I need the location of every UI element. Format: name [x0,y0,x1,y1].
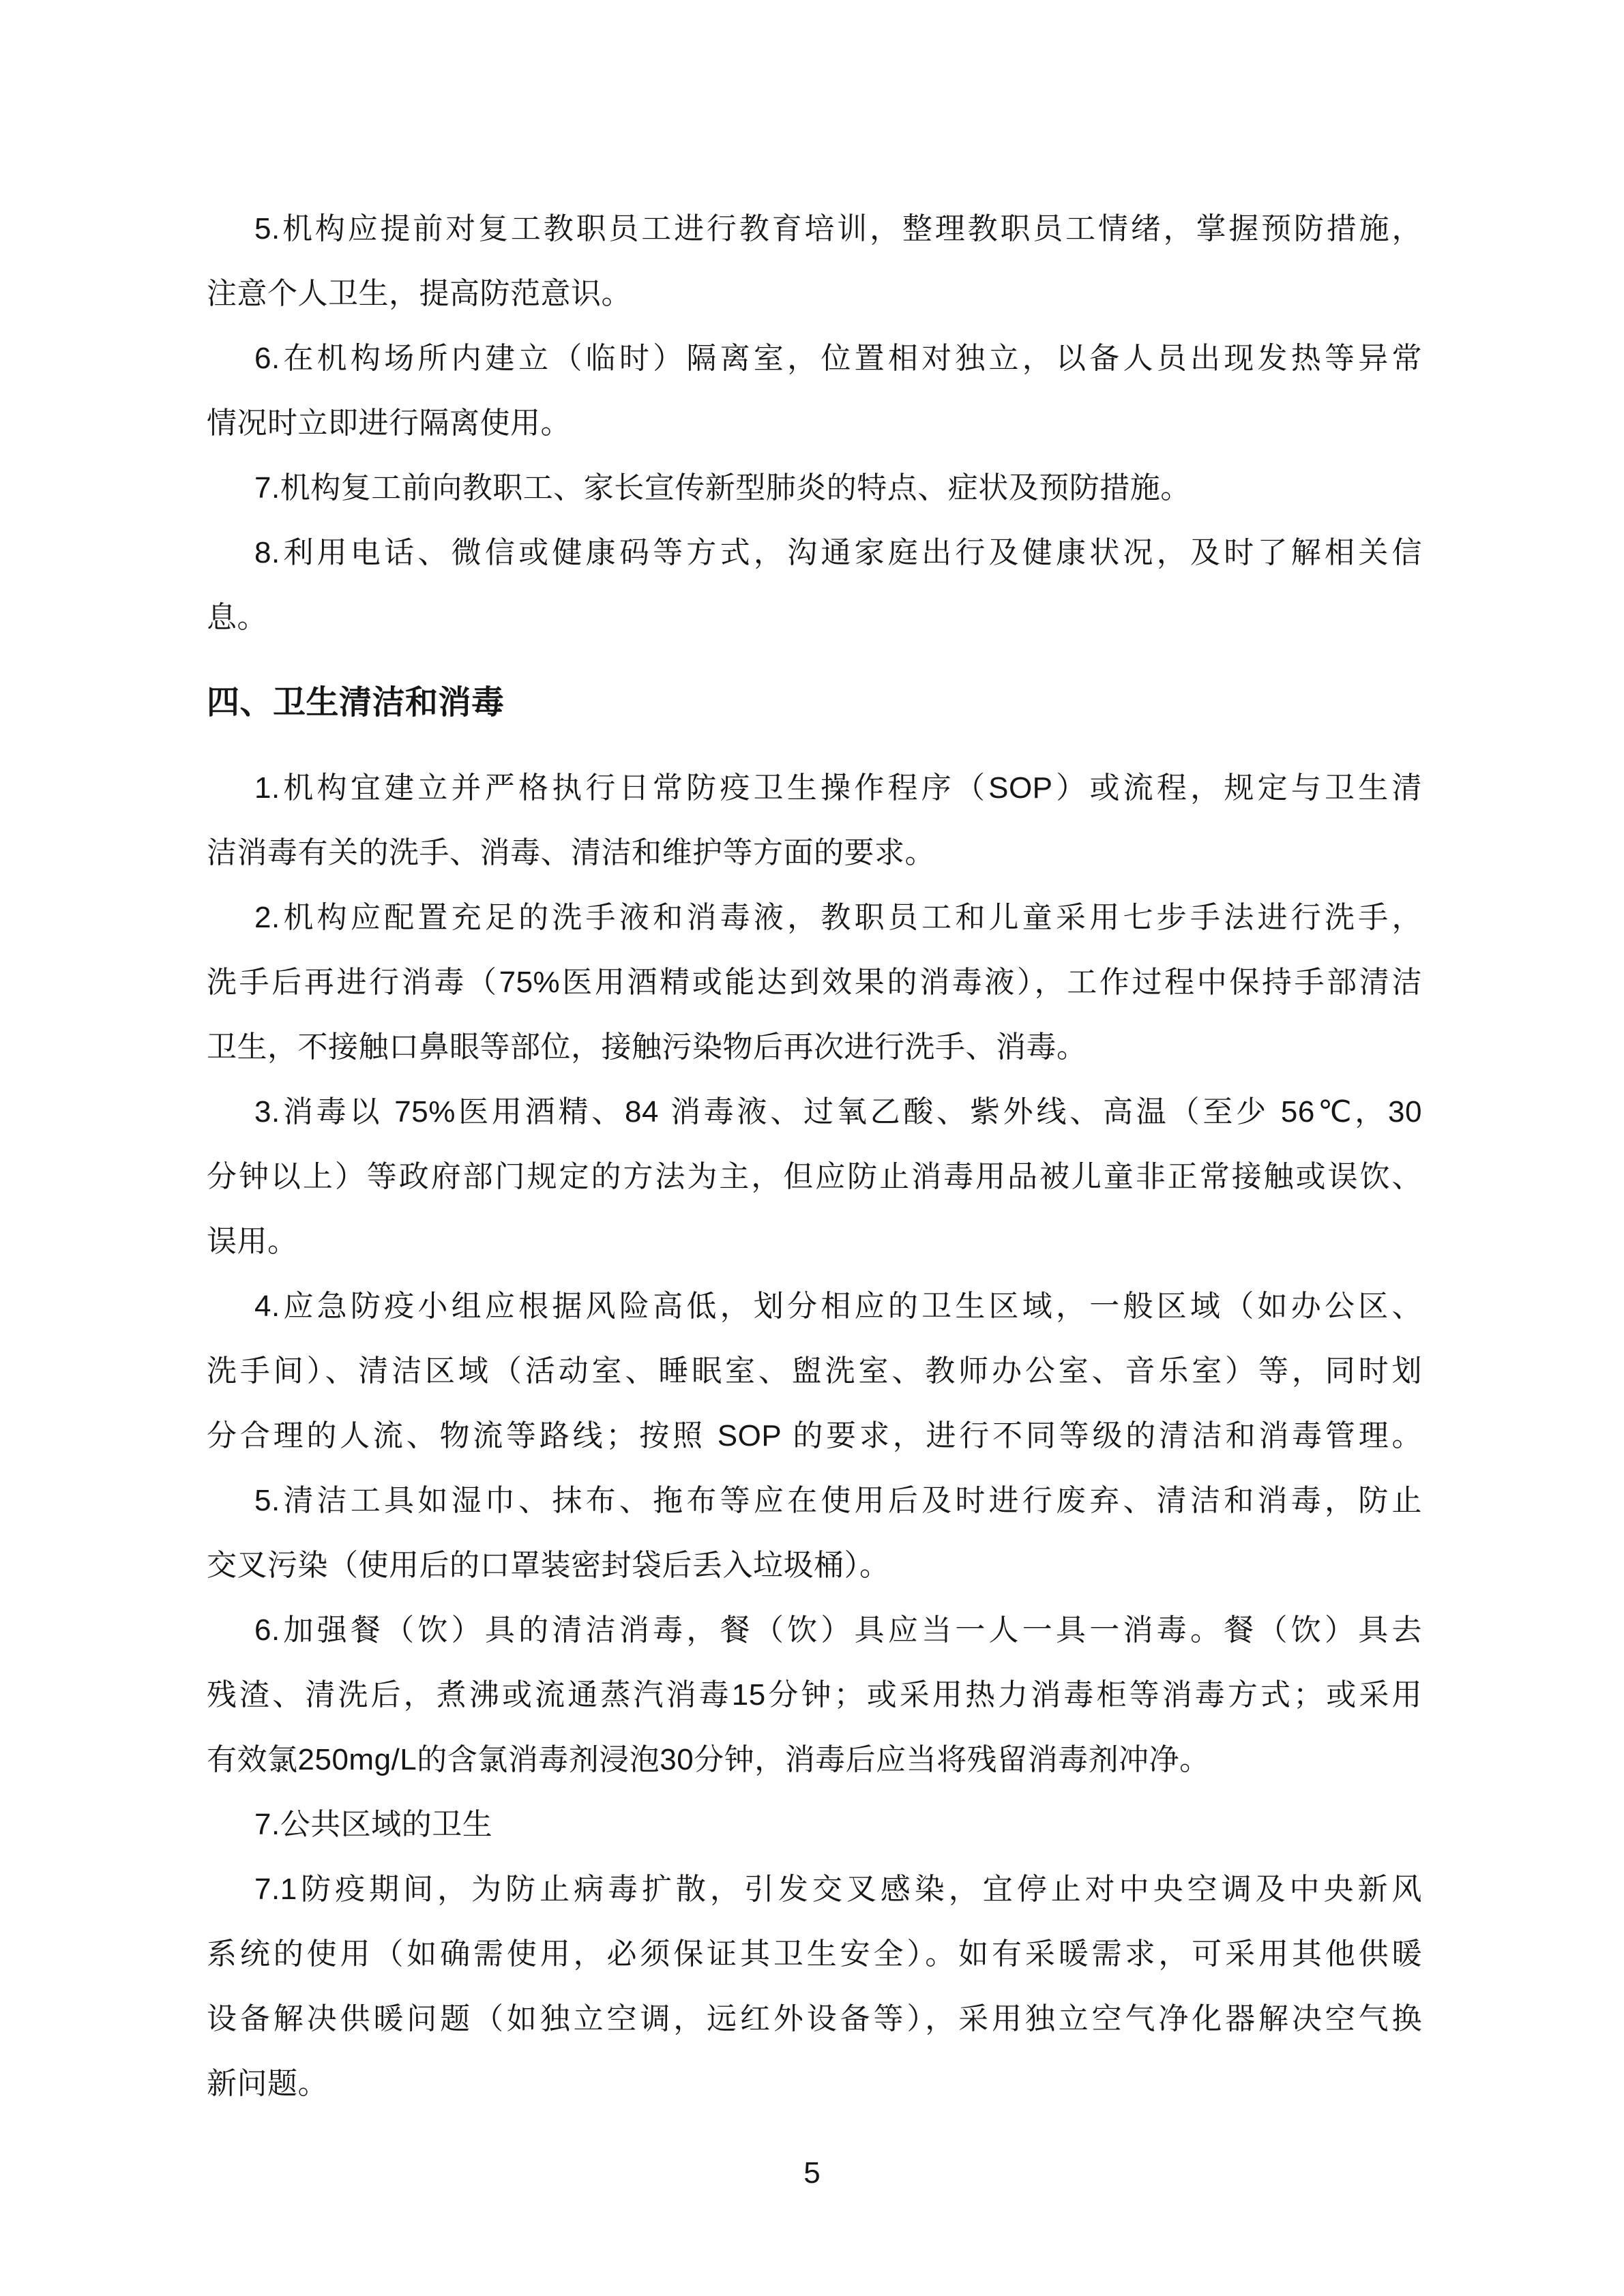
paragraph-line: 5.清洁工具如湿巾、抹布、拖布等应在使用后及时进行废弃、清洁和消毒，防止 [254,1484,1422,1517]
paragraph-line: 6.在机构场所内建立（临时）隔离室，位置相对独立，以备人员出现发热等异常 [254,342,1422,375]
paragraph-line: 洁消毒有关的洗手、消毒、清洁和维护等方面的要求。 [207,836,935,869]
paragraph-line: 7.机构复工前向教职工、家长宣传新型肺炎的特点、症状及预防措施。 [254,471,1191,505]
document-body [207,196,1422,2116]
paragraph-line: 3.消毒以 75%医用酒精、84 消毒液、过氧乙酸、紫外线、高温（至少 56℃，30 [254,1095,1422,1129]
paragraph-line: 8.利用电话、微信或健康码等方式，沟通家庭出行及健康状况，及时了解相关信 [254,536,1422,569]
page-number: 5 [803,2156,821,2190]
paragraph-line: 息。 [207,601,267,634]
paragraph-line: 7.公共区域的卫生 [254,1808,493,1841]
paragraph-line: 注意个人卫生，提高防范意识。 [207,277,632,310]
paragraph-line: 分合理的人流、物流等路线；按照 SOP 的要求，进行不同等级的清洁和消毒管理。 [207,1419,1422,1452]
paragraph-line: 误用。 [207,1225,298,1258]
paragraph-line: 设备解决供暖问题（如独立空调，远红外设备等），采用独立空气净化器解决空气换 [207,2002,1422,2036]
paragraph-line: 2.机构应配置充足的洗手液和消毒液，教职员工和儿童采用七步手法进行洗手， [254,901,1422,934]
paragraph-line: 有效氯250mg/L的含氯消毒剂浸泡30分钟，消毒后应当将残留消毒剂冲净。 [207,1743,1210,1776]
paragraph-line: 分钟以上）等政府部门规定的方法为主，但应防止消毒用品被儿童非正常接触或误饮、 [207,1160,1422,1193]
paragraph-line: 7.1防疫期间，为防止病毒扩散，引发交叉感染，宜停止对中央空调及中央新风 [254,1873,1422,1906]
paragraph-line: 卫生，不接触口鼻眼等部位，接触污染物后再次进行洗手、消毒。 [207,1030,1087,1064]
section-heading: 四、卫生清洁和消毒 [207,685,505,721]
paragraph-line: 洗手间）、清洁区域（活动室、睡眠室、盥洗室、教师办公室、音乐室）等，同时划 [207,1354,1422,1388]
paragraph-line: 洗手后再进行消毒（75%医用酒精或能达到效果的消毒液），工作过程中保持手部清洁 [207,966,1422,999]
paragraph-line: 交叉污染（使用后的口罩装密封袋后丢入垃圾桶）。 [207,1549,890,1582]
paragraph-line: 4.应急防疫小组应根据风险高低，划分相应的卫生区域，一般区域（如办公区、 [254,1289,1422,1323]
paragraph-line: 残渣、清洗后，煮沸或流通蒸汽消毒15分钟；或采用热力消毒柜等消毒方式；或采用 [207,1678,1422,1712]
paragraph-line: 新问题。 [207,2067,328,2100]
paragraph-line: 6.加强餐（饮）具的清洁消毒，餐（饮）具应当一人一具一消毒。餐（饮）具去 [254,1613,1422,1647]
paragraph-line: 系统的使用（如确需使用，必须保证其卫生安全）。如有采暖需求，可采用其他供暖 [207,1937,1422,1971]
paragraph-line: 5.机构应提前对复工教职员工进行教育培训，整理教职员工情绪，掌握预防措施， [254,212,1422,245]
paragraph-line: 1.机构宜建立并严格执行日常防疫卫生操作程序（SOP）或流程，规定与卫生清 [254,771,1422,805]
paragraph-line: 情况时立即进行隔离使用。 [207,406,571,440]
